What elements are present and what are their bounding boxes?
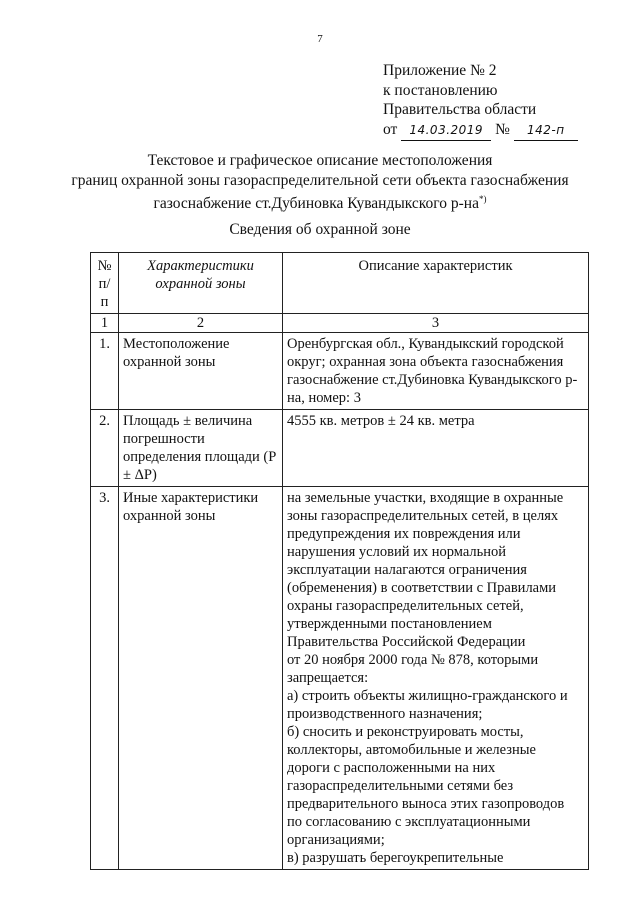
description-line: коллекторы, автомобильные и железные xyxy=(287,742,536,758)
description-line: утвержденными постановлением xyxy=(287,616,492,632)
header-characteristics: Характеристики охранной зоны xyxy=(119,253,283,314)
description-line: предварительного выноса этих газопроводов xyxy=(287,796,565,812)
zone-info-table xyxy=(90,252,589,870)
appendix-line-3: Правительства области xyxy=(383,101,537,118)
description-line: Правительства Российской Федерации xyxy=(287,634,526,650)
table-row xyxy=(91,333,589,410)
row-number: 2. xyxy=(91,410,119,487)
title-line-3-text: газоснабжение ст.Дубиновка Кувандыкского р-на xyxy=(153,195,479,213)
description-line: от 20 ноября 2000 года № 878, которыми xyxy=(287,652,539,668)
description-line: эксплуатации налагаются ограничения xyxy=(287,562,527,578)
handwritten-number: 142-п xyxy=(514,121,578,142)
table-index-row xyxy=(91,314,589,333)
index-cell-2: 2 xyxy=(119,314,283,333)
description-line: зоны газораспределительных сетей, в целях xyxy=(287,508,559,524)
description-line: газораспределительными сетями без xyxy=(287,778,514,794)
description-line: на земельные участки, входящие в охранные xyxy=(287,490,564,506)
footnote-mark: *) xyxy=(478,194,487,204)
description-line: производственного назначения; xyxy=(287,706,483,722)
table-header-row xyxy=(91,253,589,314)
description-line: предупреждения их повреждения или xyxy=(287,526,521,542)
description-line: (обременения) в соответствии с Правилами xyxy=(287,580,557,596)
row-number: 1. xyxy=(91,333,119,410)
row-number: 3. xyxy=(91,487,119,870)
row-characteristic: Площадь ± величина погрешности определения площади (P ± ΔP) xyxy=(119,410,283,487)
description-line: по согласованию с эксплуатационными xyxy=(287,814,531,830)
index-cell-3: 3 xyxy=(283,314,589,333)
row-description xyxy=(283,487,589,870)
appendix-date-line xyxy=(383,120,578,142)
from-prefix: от xyxy=(383,120,398,138)
page-number: 7 xyxy=(317,33,323,45)
appendix-line-1: Приложение № 2 xyxy=(383,62,497,79)
header-description: Описание характеристик xyxy=(283,253,589,314)
appendix-block xyxy=(383,61,578,141)
table-row xyxy=(91,487,589,870)
description-line: охраны газораспределительных сетей, xyxy=(287,598,524,614)
description-line: а) строить объекты жилищно-гражданского и xyxy=(287,688,568,704)
row-description: Оренбургская обл., Кувандыкский городской округ; охранная зона объекта газоснабжения газоснабжение ст.Дубиновка Кувандыкского р-на, номер: 3 xyxy=(283,333,589,410)
description-line: запрещается: xyxy=(287,670,369,686)
section-subtitle: Сведения об охранной зоне xyxy=(229,221,411,238)
title-line-1: Текстовое и графическое описание местоположения xyxy=(147,152,493,169)
number-sign: № xyxy=(495,120,510,138)
title-line-2: границ охранной зоны газораспределительной сети объекта газоснабжения xyxy=(71,171,569,189)
handwritten-date: 14.03.2019 xyxy=(401,121,491,142)
row-description: 4555 кв. метров ± 24 кв. метра xyxy=(283,410,589,487)
header-number: № п/п xyxy=(91,253,119,314)
row-characteristic: Местоположение охранной зоны xyxy=(119,333,283,410)
title-line-3 xyxy=(60,190,580,214)
description-line: дороги с расположенными на них xyxy=(287,760,496,776)
table-row xyxy=(91,410,589,487)
appendix-line-2: к постановлению xyxy=(383,81,498,99)
description-line: в) разрушать берегоукрепительные xyxy=(287,850,504,866)
row-characteristic: Иные характеристики охранной зоны xyxy=(119,487,283,870)
document-title xyxy=(60,151,580,214)
description-line: б) сносить и реконструировать мосты, xyxy=(287,724,524,740)
index-cell-1: 1 xyxy=(91,314,119,333)
description-line: нарушения условий их нормальной xyxy=(287,544,507,560)
description-line: организациями; xyxy=(287,832,385,848)
